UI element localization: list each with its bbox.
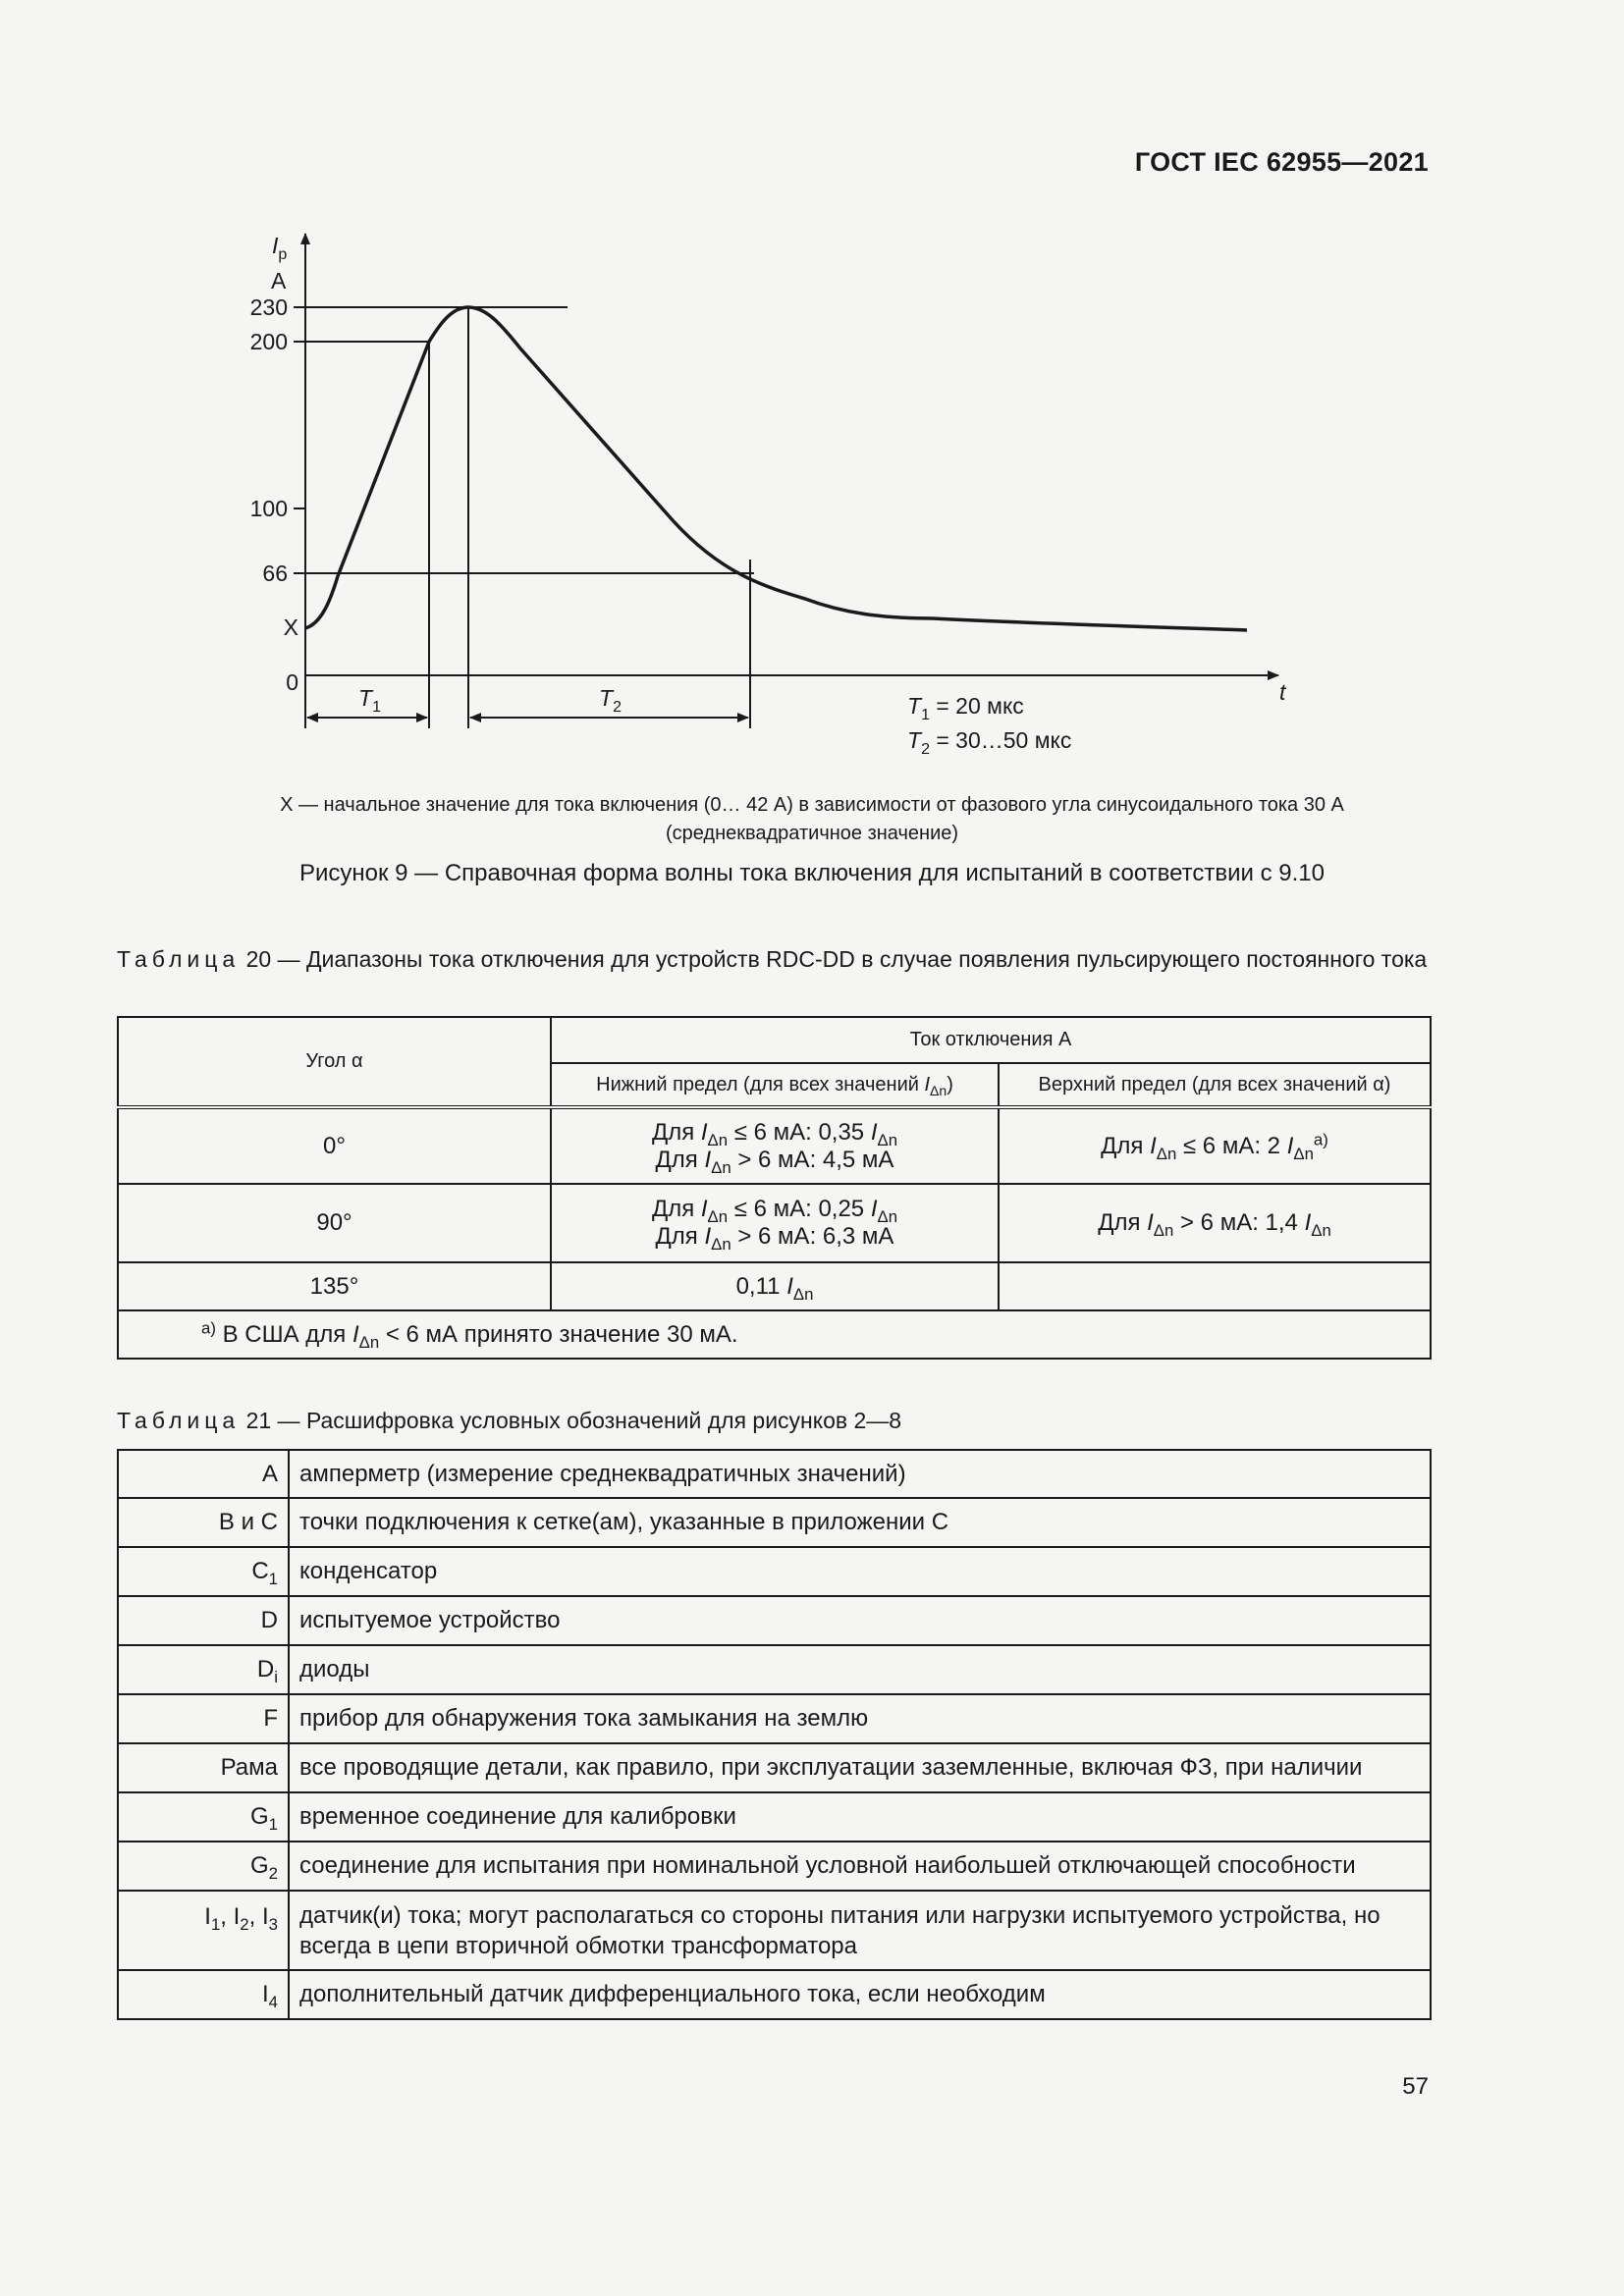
- tick-0: 0: [286, 669, 298, 695]
- upper-limit-cell: Для $I_{\Delta n} \le 6$ мА: 2 $I_{\Delta n}^{а)}$: [999, 1107, 1431, 1184]
- y-axis-unit: A: [271, 268, 287, 294]
- symbol-cell: D: [118, 1596, 289, 1645]
- table-row: [118, 1694, 1431, 1743]
- document-header: ГОСТ IEC 62955—2021: [1134, 147, 1429, 177]
- table-row: [118, 1970, 1431, 2019]
- description-cell: временное соединение для калибровки: [289, 1792, 1431, 1842]
- lower-limit-cell: 0,11 $I_{\Delta n}$: [551, 1262, 999, 1310]
- description-cell: прибор для обнаружения тока замыкания на землю: [289, 1694, 1431, 1743]
- table-row: [118, 1842, 1431, 1891]
- table-row: [118, 1743, 1431, 1792]
- figure-note-line1: X — начальное значение для тока включения (0… 42 А) в зависимости от фазового угла синусоидального тока 30 А: [280, 794, 1344, 816]
- t2-value: $T_2$ = 30…50 мкс: [907, 727, 1072, 758]
- symbol-cell: Рама: [118, 1743, 289, 1792]
- angle-cell: 90°: [118, 1184, 551, 1262]
- upper-limit-cell: [999, 1262, 1431, 1310]
- symbol-cell: $I_1$, $I_2$, $I_3$: [118, 1891, 289, 1970]
- t1-value: $T_1 = 20$ мкс: [907, 693, 1024, 723]
- tick-200: 200: [249, 329, 288, 354]
- table-row: [118, 1547, 1431, 1596]
- current-waveform: [305, 307, 1247, 630]
- page-number: 57: [1402, 2073, 1429, 2100]
- description-cell: дополнительный датчик дифференциального тока, если необходим: [289, 1970, 1431, 2019]
- col-upper-header: Верхний предел (для всех значений α): [999, 1063, 1431, 1107]
- col-angle-header: Угол α: [118, 1017, 551, 1107]
- x-axis-symbol: t: [1279, 679, 1286, 705]
- symbol-cell: B и C: [118, 1498, 289, 1547]
- y-axis-symbol: $I_p$: [272, 233, 288, 263]
- table20-footnote-row: [118, 1310, 1431, 1359]
- tick-100: 100: [249, 496, 288, 521]
- table-row: [118, 1498, 1431, 1547]
- description-cell: диоды: [289, 1645, 1431, 1694]
- angle-cell: 0°: [118, 1107, 551, 1184]
- symbol-cell: $G_2$: [118, 1842, 289, 1891]
- angle-cell: 135°: [118, 1262, 551, 1310]
- lower-limit-cell: Для $I_{\Delta n} \le 6$ мА: 0,25 $I_{\Delta n}$ Для $I_{\Delta n} > 6$ мА: 6,3 мА: [551, 1184, 999, 1262]
- description-cell: соединение для испытания при номинальной условной наибольшей отключающей способности: [289, 1842, 1431, 1891]
- figure-note-line2: (среднеквадратичное значение): [665, 823, 959, 844]
- description-cell: точки подключения к сетке(ам), указанные в приложении C: [289, 1498, 1431, 1547]
- description-cell: все проводящие детали, как правило, при эксплуатации заземленные, включая ФЗ, при наличии: [289, 1743, 1431, 1792]
- table-row: [118, 1645, 1431, 1694]
- inrush-current-figure: [0, 0, 1624, 785]
- table-row: [118, 1107, 1431, 1184]
- symbol-cell: $D_i$: [118, 1645, 289, 1694]
- table-row: [118, 1450, 1431, 1498]
- tick-230: 230: [249, 294, 288, 320]
- figure-caption: Рисунок 9 — Справочная форма волны тока включения для испытаний в соответствии с 9.10: [298, 860, 1325, 886]
- table-row: [118, 1596, 1431, 1645]
- symbol-cell: A: [118, 1450, 289, 1498]
- t2-label: $T_2$: [599, 685, 622, 716]
- description-cell: испытуемое устройство: [289, 1596, 1431, 1645]
- tick-x: X: [283, 614, 298, 640]
- table-row: [118, 1792, 1431, 1842]
- description-cell: конденсатор: [289, 1547, 1431, 1596]
- symbol-cell: F: [118, 1694, 289, 1743]
- table20: [117, 1016, 1432, 1360]
- table-row: [118, 1184, 1431, 1262]
- axes: [294, 234, 1278, 728]
- figure-note: [118, 791, 1506, 848]
- table21: [117, 1449, 1432, 2020]
- col-lower-header: Нижний предел (для всех значений $I_{\Delta n}$): [551, 1063, 999, 1107]
- table20-footnote: $^{а)}$ В США для $I_{\Delta n} < 6$ мА принято значение 30 мА.: [118, 1310, 1431, 1359]
- table21-caption: Таблица 21 — Расшифровка условных обозначений для рисунков 2—8: [117, 1408, 902, 1433]
- symbol-cell: $C_1$: [118, 1547, 289, 1596]
- description-cell: датчик(и) тока; могут располагаться со стороны питания или нагрузки испытуемого устройства, но всегда в цепи вторичной обмотки трансформатора: [289, 1891, 1431, 1970]
- table-row: [118, 1262, 1431, 1310]
- upper-limit-cell: Для $I_{\Delta n} > 6$ мА: 1,4 $I_{\Delta n}$: [999, 1184, 1431, 1262]
- table-row: [118, 1891, 1431, 1970]
- t1-label: $T_1$: [358, 685, 381, 716]
- table20-caption: Таблица 20 — Диапазоны тока отключения для устройств RDC-DD в случае появления пульсирующего постоянного тока: [117, 946, 1428, 972]
- symbol-cell: $I_4$: [118, 1970, 289, 2019]
- lower-limit-cell: Для $I_{\Delta n} \le 6$ мА: 0,35 $I_{\Delta n}$ Для $I_{\Delta n} > 6$ мА: 4,5 мА: [551, 1107, 999, 1184]
- description-cell: амперметр (измерение среднеквадратичных значений): [289, 1450, 1431, 1498]
- symbol-cell: $G_1$: [118, 1792, 289, 1842]
- tick-66: 66: [262, 561, 288, 586]
- col-group-header: Ток отключения А: [551, 1017, 1431, 1063]
